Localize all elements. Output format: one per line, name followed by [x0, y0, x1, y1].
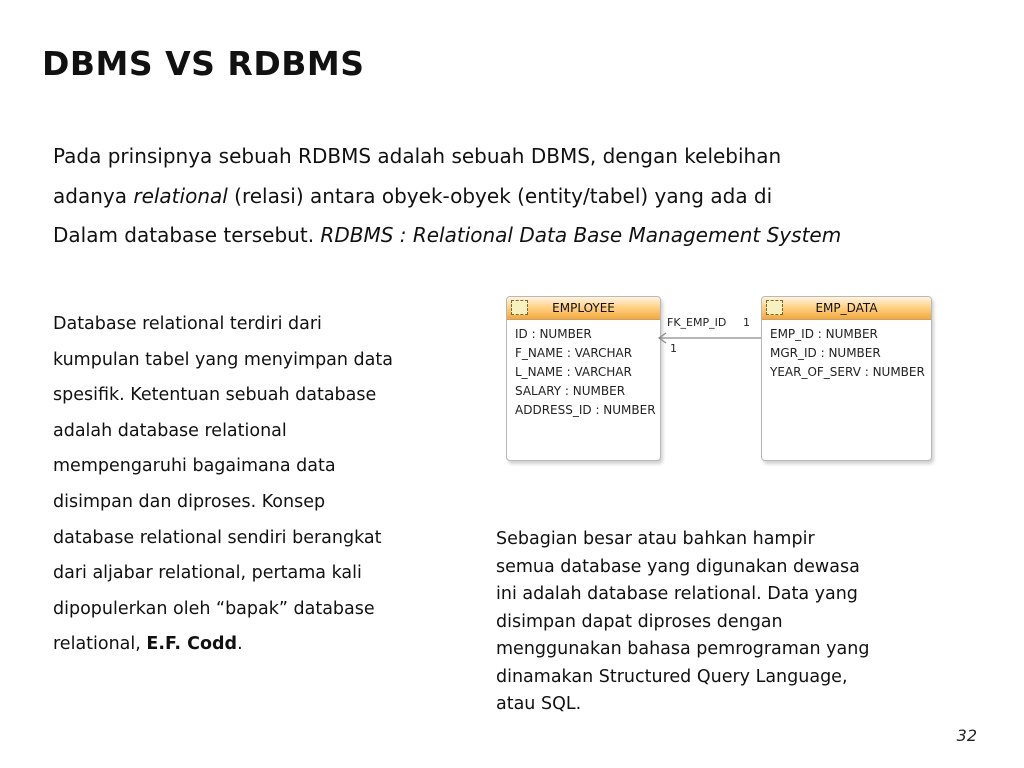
page-number: 32 [956, 726, 977, 745]
left-line: disimpan dan diproses. Konsep [53, 491, 326, 512]
emp-data-entity-name: EMP_DATA [815, 301, 878, 315]
intro-line-2-prefix: adanya [53, 183, 134, 208]
emp-data-attributes [762, 320, 931, 382]
left-line: spesifik. Ketentuan sebuah database [53, 385, 377, 406]
left-line: database relational sendiri berangkat [53, 527, 382, 548]
right-line: atau SQL. [496, 694, 582, 714]
employee-entity-header [507, 297, 660, 320]
left-line: kumpulan tabel yang menyimpan data [53, 349, 393, 370]
employee-attributes [507, 320, 660, 420]
right-line: semua database yang digunakan dewasa [496, 556, 860, 577]
right-paragraph [496, 526, 936, 719]
right-line: Sebagian besar atau bahkan hampir [496, 529, 815, 549]
left-last-suffix: . [237, 634, 243, 655]
relationship-name: FK_EMP_ID [667, 316, 727, 329]
attribute: F_NAME : VARCHAR [515, 346, 633, 360]
intro-line-3 [53, 216, 973, 256]
attribute: L_NAME : VARCHAR [515, 365, 632, 379]
table-icon [511, 300, 528, 315]
attribute: SALARY : NUMBER [515, 384, 626, 398]
left-line: adalah database relational [53, 420, 287, 441]
employee-entity [506, 296, 661, 461]
intro-line-3-italic: RDBMS : Relational Data Base Management System [320, 223, 842, 247]
target-cardinality: 1 [743, 316, 750, 329]
left-line: mempengaruhi bagaimana data [53, 456, 336, 477]
right-line: menggunakan bahasa pemrograman yang [496, 639, 870, 659]
right-line: ini adalah database relational. Data yang [496, 584, 858, 604]
left-paragraph [53, 307, 453, 663]
attribute: ADDRESS_ID : NUMBER [515, 403, 656, 417]
emp-data-entity [761, 296, 932, 461]
right-line: disimpan dapat diproses dengan [496, 611, 783, 632]
attribute: EMP_ID : NUMBER [770, 327, 878, 341]
left-last-line [53, 627, 453, 663]
intro-line-2-italic: relational [133, 183, 228, 208]
left-line: dari aljabar relational, pertama kali [53, 563, 362, 584]
left-line: Database relational terdiri dari [53, 314, 322, 334]
right-line: dinamakan Structured Query Language, [496, 666, 848, 687]
intro-line-2 [53, 177, 973, 217]
slide-title: DBMS VS RDBMS [42, 44, 365, 83]
table-icon [766, 300, 783, 315]
attribute: ID : NUMBER [515, 327, 592, 341]
intro-line-2-suffix: (relasi) antara obyek-obyek (entity/tabel) yang ada di [227, 183, 773, 208]
employee-entity-name: EMPLOYEE [552, 301, 615, 315]
intro-paragraph [53, 137, 973, 256]
intro-line-1-text: Pada prinsipnya sebuah RDBMS adalah sebuah DBMS, dengan kelebihan [53, 144, 782, 168]
codd-name: E.F. Codd [146, 634, 238, 655]
intro-line-3-prefix: Dalam database tersebut. [53, 223, 321, 247]
emp-data-entity-header [762, 297, 931, 320]
attribute: YEAR_OF_SERV : NUMBER [770, 365, 925, 379]
left-line: dipopulerkan oleh “bapak” database [53, 598, 375, 619]
left-last-prefix: relational, [53, 634, 147, 655]
attribute: MGR_ID : NUMBER [770, 346, 881, 360]
intro-line-1 [53, 137, 973, 177]
source-cardinality: 1 [670, 342, 677, 355]
